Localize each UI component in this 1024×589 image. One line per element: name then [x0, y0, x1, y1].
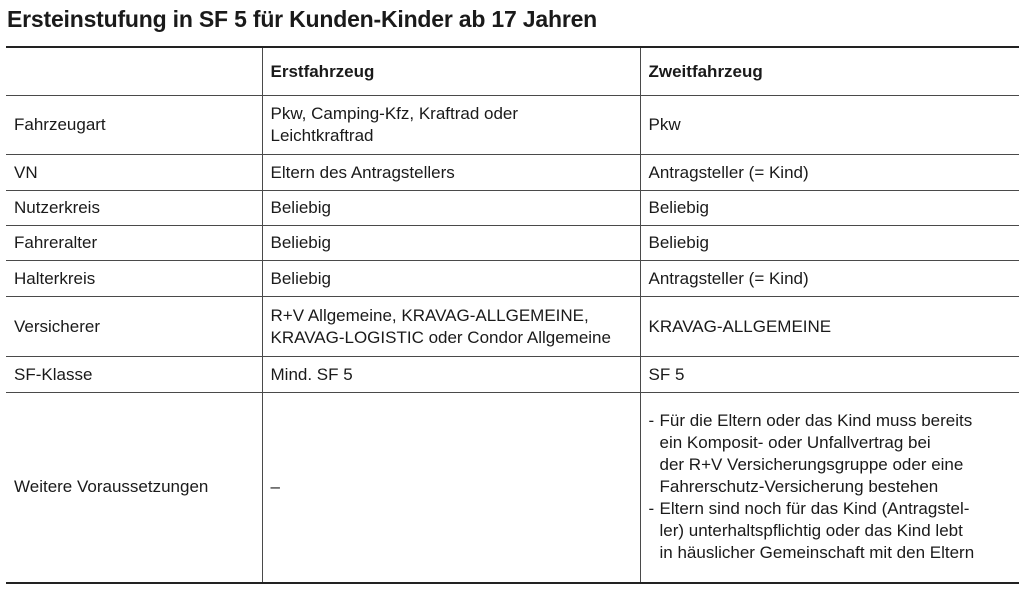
table-row-halterkreis: [6, 261, 1019, 297]
zweit-cell: Beliebig: [640, 191, 1019, 226]
bullet-line: Fahrerschutz-Versicherung bestehen: [659, 477, 939, 497]
bullet-line: Eltern sind noch für das Kind (Antragstel-: [659, 499, 970, 519]
row-label: Weitere Voraussetzungen: [6, 393, 262, 583]
bullet-item: [649, 498, 1012, 564]
cell-line: Pkw, Camping-Kfz, Kraftrad oder: [270, 104, 519, 123]
zweit-cell: KRAVAG-ALLGEMEINE: [640, 297, 1019, 357]
bullet-line: ein Komposit- oder Unfallvertrag bei: [659, 433, 931, 453]
zweit-cell: Antragsteller (= Kind): [640, 155, 1019, 191]
zweit-cell: Antragsteller (= Kind): [640, 261, 1019, 297]
bullet-marker: -: [648, 411, 655, 431]
row-label: Fahrzeugart: [6, 96, 262, 155]
header-cell-empty: [6, 47, 262, 96]
erst-cell: [262, 96, 640, 155]
table-row-sf-klasse: [6, 357, 1019, 393]
row-label: VN: [6, 155, 262, 191]
table-row-fahrzeugart: [6, 96, 1019, 155]
table-row-weitere-voraussetzungen: [6, 393, 1019, 583]
erst-cell: Beliebig: [262, 191, 640, 226]
bullet-marker: -: [648, 499, 655, 519]
row-label: SF-Klasse: [6, 357, 262, 393]
erst-cell: –: [262, 393, 640, 583]
cell-line: KRAVAG-LOGISTIC oder Condor Allgemeine: [270, 327, 611, 347]
zweit-cell: Pkw: [640, 96, 1019, 155]
page-title: Ersteinstufung in SF 5 für Kunden-Kinder ab 17 Jahren: [7, 6, 598, 32]
bullet-line: in häuslicher Gemeinschaft mit den Eltern: [659, 543, 975, 563]
row-label: Versicherer: [6, 297, 262, 357]
erst-cell: Mind. SF 5: [262, 357, 640, 393]
cell-line: R+V Allgemeine, KRAVAG-ALLGEMEINE,: [270, 305, 589, 325]
zweit-cell: Beliebig: [640, 226, 1019, 261]
table-row-vn: [6, 155, 1019, 191]
zweit-cell: SF 5: [640, 357, 1019, 393]
bullet-line: Für die Eltern oder das Kind muss bereits: [659, 411, 973, 431]
eligibility-table: [6, 46, 1019, 584]
erst-cell: Beliebig: [262, 226, 640, 261]
erst-cell: Beliebig: [262, 261, 640, 297]
cell-line: Leichtkraftrad: [270, 126, 374, 145]
erst-cell: Eltern des Antragstellers: [262, 155, 640, 191]
bullet-line: der R+V Versicherungsgruppe oder eine: [659, 455, 964, 475]
row-label: Nutzerkreis: [6, 191, 262, 226]
table-row-fahreralter: [6, 226, 1019, 261]
erst-cell: [262, 297, 640, 357]
row-label: Fahreralter: [6, 226, 262, 261]
bullet-line: ler) unterhaltspflichtig oder das Kind lebt: [659, 521, 963, 541]
bullet-item: [649, 410, 1012, 498]
table-row-versicherer: [6, 297, 1019, 357]
header-cell-zweitfahrzeug: Zweitfahrzeug: [640, 47, 1019, 96]
header-cell-erstfahrzeug: Erstfahrzeug: [262, 47, 640, 96]
table-header-row: [6, 47, 1019, 96]
table-row-nutzerkreis: [6, 191, 1019, 226]
row-label: Halterkreis: [6, 261, 262, 297]
zweit-cell: [640, 393, 1019, 583]
